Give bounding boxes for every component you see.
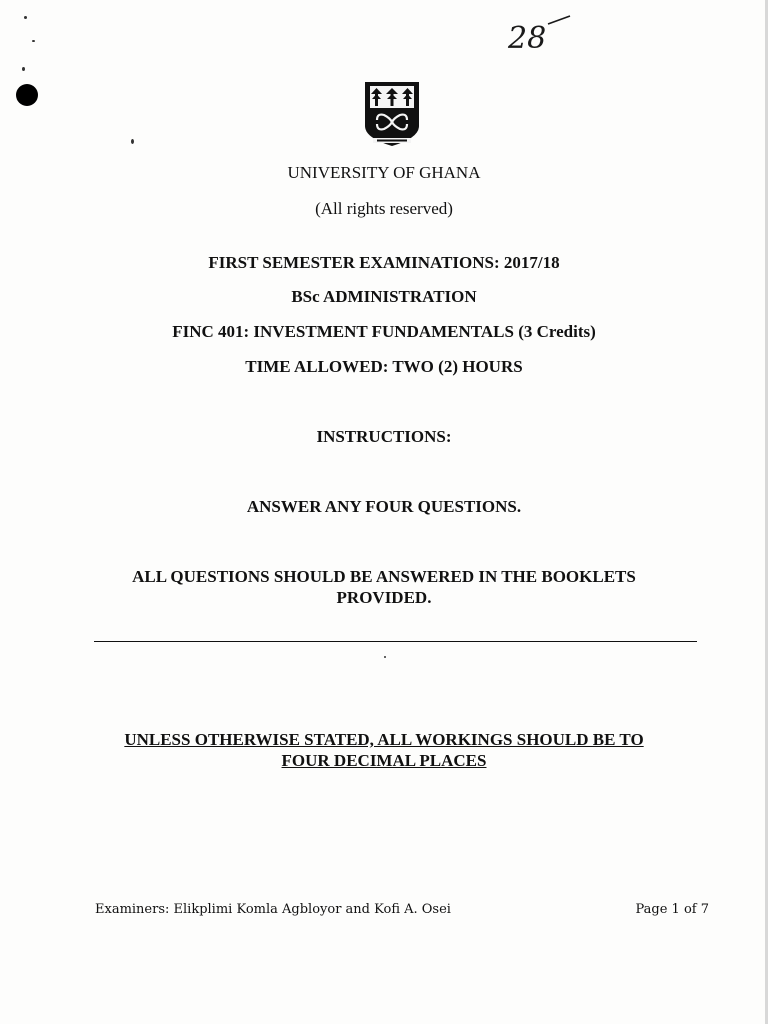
horizontal-divider xyxy=(94,641,697,642)
workings-note-line-1: UNLESS OTHERWISE STATED, ALL WORKINGS SHOULD BE TO xyxy=(124,730,644,749)
course-title: FINC 401: INVESTMENT FUNDAMENTALS (3 Credits) xyxy=(172,322,596,341)
instructions-heading: INSTRUCTIONS: xyxy=(316,427,452,446)
punch-hole xyxy=(16,84,38,106)
scan-speck xyxy=(131,139,134,144)
scan-speck xyxy=(384,656,386,658)
footer-page-number: Page 1 of 7 xyxy=(635,902,709,917)
footer-examiners: Examiners: Elikplimi Komla Agbloyor and Kofi A. Osei xyxy=(95,902,451,917)
handwritten-page-number xyxy=(504,14,574,58)
instruction-booklets-line-1: ALL QUESTIONS SHOULD BE ANSWERED IN THE BOOKLETS xyxy=(132,567,636,586)
rights-reserved: (All rights reserved) xyxy=(315,199,453,218)
scan-speck xyxy=(22,67,25,71)
time-allowed: TIME ALLOWED: TWO (2) HOURS xyxy=(245,357,523,376)
instruction-booklets-line-2: PROVIDED. xyxy=(336,588,432,607)
workings-note-line-2: FOUR DECIMAL PLACES xyxy=(281,751,487,770)
university-name: UNIVERSITY OF GHANA xyxy=(287,163,481,182)
programme: BSc ADMINISTRATION xyxy=(291,287,477,306)
scan-speck xyxy=(24,16,27,19)
exam-title: FIRST SEMESTER EXAMINATIONS: 2017/18 xyxy=(208,253,560,272)
scan-speck xyxy=(32,40,35,42)
svg-text:28: 28 xyxy=(508,21,547,56)
university-crest-icon xyxy=(361,80,423,148)
instruction-answer-any: ANSWER ANY FOUR QUESTIONS. xyxy=(246,497,522,516)
